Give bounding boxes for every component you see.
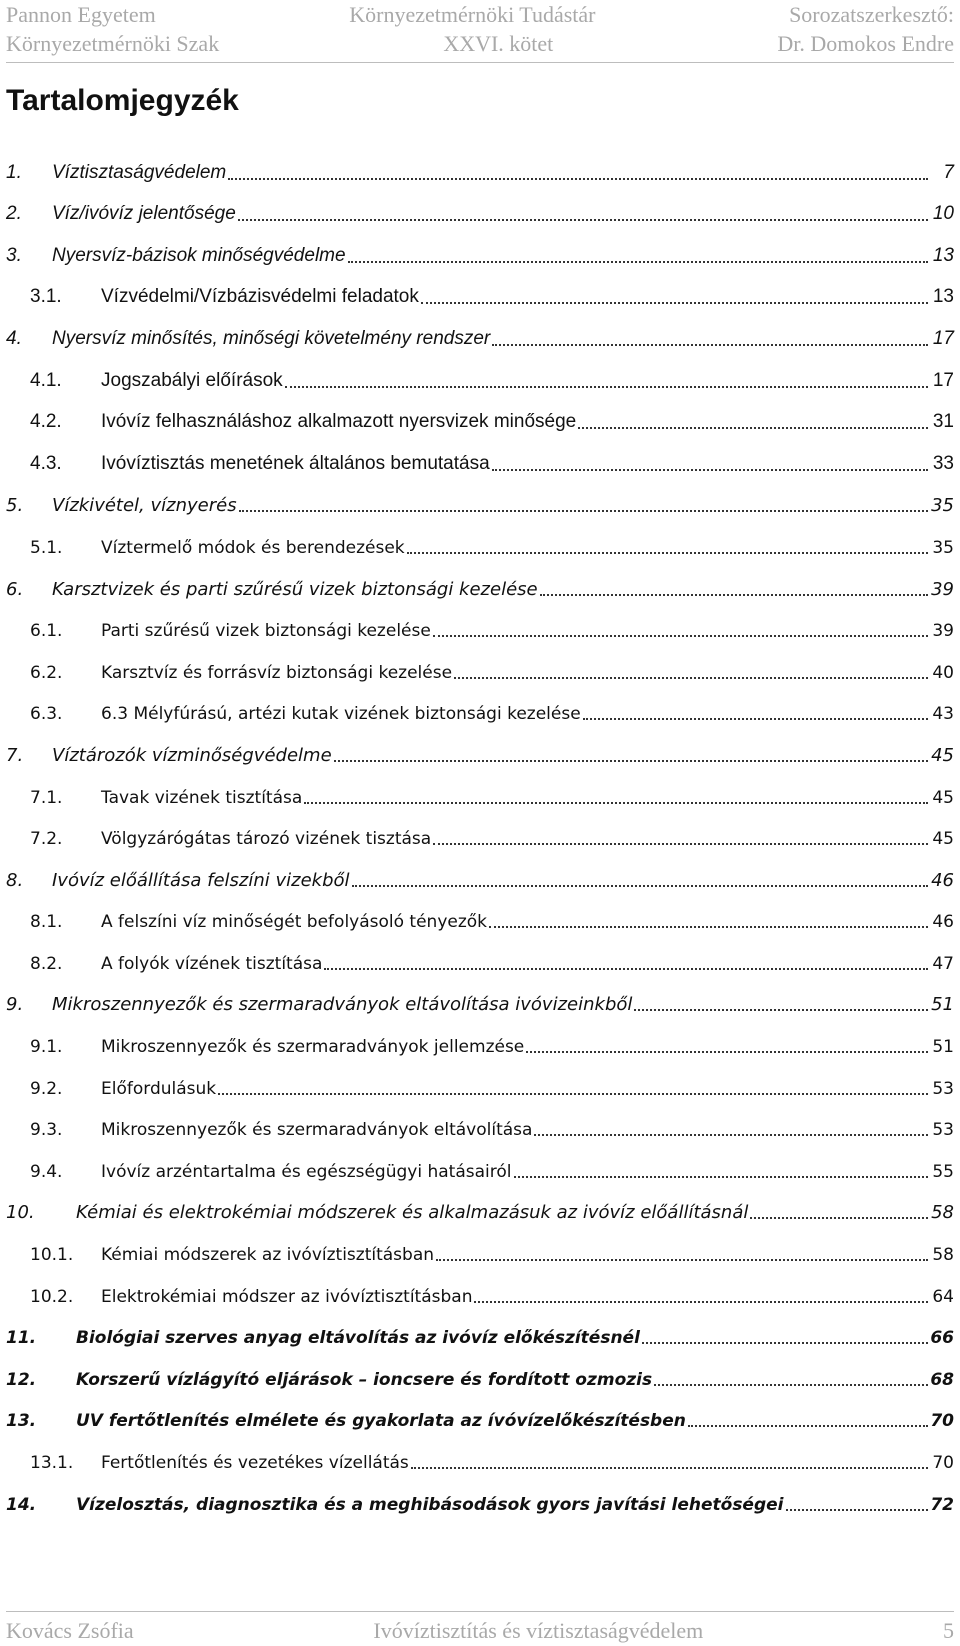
page-footer	[6, 1616, 954, 1646]
toc-entry-page: 46	[931, 869, 954, 891]
toc-entry-number: 6.2.	[30, 662, 63, 683]
dot-leader	[634, 1008, 928, 1011]
toc-entry-title: Ivóvíz előállítása felszíni vizekből	[52, 869, 350, 891]
toc-entry[interactable]	[6, 641, 954, 683]
toc-entry-title: 6.3 Mélyfúrású, artézi kutak vizének biztonsági kezelése	[101, 704, 581, 725]
toc-entry-title: Előfordulásuk	[101, 1078, 217, 1099]
toc-entry[interactable]	[6, 932, 954, 974]
dot-leader	[578, 426, 928, 429]
toc-entry-title: Karsztvizek és parti szűrésű vizek biztonsági kezelése	[52, 578, 538, 600]
toc-entry[interactable]	[6, 433, 954, 475]
dot-leader	[688, 1424, 928, 1427]
toc-entry-number: 4.2.	[30, 411, 62, 433]
toc-entry-title: Ivóvíz felhasználáshoz alkalmazott nyersvizek minősége	[101, 411, 577, 433]
toc-entry[interactable]	[6, 1265, 954, 1307]
toc-entry-page: 39	[931, 578, 954, 600]
toc-entry-page: 7	[943, 161, 954, 183]
toc-entry[interactable]	[6, 1182, 954, 1224]
toc-entry-page: 47	[932, 953, 954, 974]
toc-entry[interactable]	[6, 267, 954, 309]
header-series: Környezetmérnöki Tudástár	[349, 2, 596, 27]
dot-leader	[228, 177, 928, 180]
toc-entry[interactable]	[6, 1348, 954, 1390]
dot-leader	[433, 634, 928, 637]
dot-leader	[489, 925, 928, 928]
toc-entry-number: 10.1.	[30, 1245, 74, 1266]
header-row-1	[6, 0, 954, 29]
toc-entry-number: 9.1.	[30, 1037, 63, 1058]
toc-entry-page: 53	[932, 1120, 954, 1141]
toc-entry-page: 45	[932, 829, 954, 850]
toc-entry[interactable]	[6, 849, 954, 891]
toc-entry-page: 68	[930, 1369, 954, 1390]
dot-leader	[348, 260, 928, 263]
footer-book-title: Ivóvíztisztítás és víztisztaságvédelem	[373, 1618, 704, 1643]
toc-entry-number: 13.	[6, 1411, 37, 1432]
toc-entry[interactable]	[6, 475, 954, 517]
toc-entry-number: 9.4.	[30, 1161, 63, 1182]
toc-entry-page: 10	[932, 203, 954, 225]
toc-entry[interactable]	[6, 600, 954, 642]
toc-entry[interactable]	[6, 1431, 954, 1473]
dot-leader	[492, 343, 928, 346]
toc-entry-page: 40	[932, 662, 954, 683]
toc-entry[interactable]	[6, 1307, 954, 1349]
toc-entry[interactable]	[6, 1390, 954, 1432]
header-divider	[6, 62, 954, 63]
toc-entry-page: 53	[932, 1078, 954, 1099]
footer-divider	[6, 1611, 954, 1612]
toc-entry[interactable]	[6, 350, 954, 392]
toc-entry-title: Mikroszennyezők és szermaradványok eltávolítása	[101, 1120, 533, 1141]
toc-entry-title: Ivóvíz arzéntartalma és egészségügyi hatásairól	[101, 1161, 512, 1182]
header-university: Pannon Egyetem	[6, 2, 156, 27]
toc-entry-title: Biológiai szerves anyag eltávolítás az ivóvíz előkészítésnél	[76, 1328, 640, 1349]
toc-entry-page: 17	[932, 327, 954, 349]
toc-entry-page: 33	[932, 452, 954, 474]
toc-entry[interactable]	[6, 308, 954, 350]
dot-leader	[238, 218, 928, 221]
toc-entry-title: Ivóvíztisztás menetének általános bemutatása	[101, 452, 490, 474]
toc-entry-title: Parti szűrésű vizek biztonsági kezelése	[101, 621, 431, 642]
toc-entry[interactable]	[6, 1015, 954, 1057]
toc-entry-page: 64	[932, 1286, 954, 1307]
toc-entry-title: Víztermelő módok és berendezések	[101, 537, 405, 558]
toc-entry-number: 5.	[6, 495, 24, 517]
toc-entry-number: 6.	[6, 578, 24, 600]
toc-entry[interactable]	[6, 225, 954, 267]
toc-entry[interactable]	[6, 1223, 954, 1265]
table-of-contents	[6, 142, 954, 1515]
toc-entry-title: UV fertőtlenítés elmélete és gyakorlata az ívóvízelőkészítésben	[76, 1411, 686, 1432]
toc-entry-page: 55	[932, 1161, 954, 1182]
toc-entry-title: Völgyzárógátas tározó vizének tisztása	[101, 829, 432, 850]
toc-entry-page: 35	[931, 495, 954, 517]
toc-entry-number: 7.2.	[30, 829, 63, 850]
toc-entry-number: 1.	[6, 161, 22, 183]
toc-entry-title: Tavak vizének tisztítása	[101, 787, 303, 808]
toc-entry[interactable]	[6, 1099, 954, 1141]
dot-leader	[526, 1050, 928, 1053]
toc-entry-title: Karsztvíz és forrásvíz biztonsági kezelése	[101, 662, 453, 683]
dot-leader	[334, 759, 928, 762]
header-editor-name: Dr. Domokos Endre	[777, 31, 954, 56]
toc-entry-number: 9.2.	[30, 1078, 63, 1099]
dot-leader	[411, 1466, 928, 1469]
toc-entry-page: 72	[930, 1494, 954, 1515]
dot-leader	[352, 884, 928, 887]
toc-entry-page: 17	[932, 369, 954, 391]
toc-entry-title: Nyersvíz-bázisok minőségvédelme	[52, 244, 346, 266]
toc-entry-number: 10.2.	[30, 1286, 74, 1307]
toc-entry[interactable]	[6, 683, 954, 725]
toc-entry-title: Jogszabályi előírások	[101, 369, 283, 391]
dot-leader	[750, 1216, 928, 1219]
toc-entry-page: 51	[931, 994, 954, 1016]
footer-page-number: 5	[943, 1618, 954, 1643]
toc-entry[interactable]	[6, 142, 954, 184]
dot-leader	[436, 1258, 928, 1261]
toc-entry-title: Mikroszennyezők és szermaradványok eltávolítása ivóvizeinkből	[52, 994, 633, 1016]
toc-entry-number: 13.1.	[30, 1453, 74, 1473]
toc-entry-title: Kémiai és elektrokémiai módszerek és alkalmazásuk az ivóvíz előállításnál	[76, 1202, 749, 1224]
footer-author: Kovács Zsófia	[6, 1618, 134, 1643]
toc-entry-page: 70	[932, 1453, 954, 1473]
toc-entry[interactable]	[6, 974, 954, 1016]
page-title: Tartalomjegyzék	[6, 84, 239, 117]
dot-leader	[514, 1175, 929, 1178]
toc-entry-page: 58	[931, 1202, 954, 1224]
header-faculty: Környezetmérnöki Szak	[6, 31, 220, 56]
dot-leader	[540, 593, 928, 596]
toc-entry-title: Vízvédelmi/Vízbázisvédelmi feladatok	[101, 286, 419, 308]
toc-entry-title: Víztisztaságvédelem	[52, 161, 227, 183]
toc-entry-title: Korszerű vízlágyító eljárások – ioncsere és fordított ozmozis	[76, 1369, 653, 1390]
toc-entry-title: A folyók vízének tisztítása	[101, 953, 323, 974]
dot-leader	[433, 842, 928, 845]
toc-entry-number: 3.1.	[30, 286, 62, 308]
toc-entry[interactable]	[6, 766, 954, 808]
toc-entry-title: Víztározók vízminőségvédelme	[52, 744, 332, 766]
toc-entry-page: 13	[932, 286, 954, 308]
header-row-2	[6, 29, 954, 58]
toc-entry-page: 66	[930, 1328, 954, 1349]
toc-entry-number: 8.1.	[30, 912, 63, 933]
toc-entry-title: Elektrokémiai módszer az ivóvíztisztításban	[101, 1286, 473, 1307]
toc-entry-title: Víz/ivóvíz jelentősége	[52, 203, 236, 225]
toc-entry-title: Nyersvíz minősítés, minőségi követelmény rendszer	[52, 327, 491, 349]
dot-leader	[285, 385, 928, 388]
toc-entry-number: 2.	[6, 203, 22, 225]
toc-entry[interactable]	[6, 1473, 954, 1515]
toc-entry[interactable]	[6, 808, 954, 850]
toc-entry-number: 6.1.	[30, 621, 63, 642]
toc-entry-number: 5.1.	[30, 537, 63, 558]
toc-entry-number: 4.3.	[30, 452, 62, 474]
toc-entry-page: 35	[932, 537, 954, 558]
header-editor-label: Sorozatszerkesztő:	[789, 2, 954, 27]
toc-entry[interactable]	[6, 891, 954, 933]
toc-entry-page: 45	[932, 787, 954, 808]
toc-entry-page: 39	[932, 621, 954, 642]
dot-leader	[474, 1300, 928, 1303]
dot-leader	[642, 1341, 928, 1344]
dot-leader	[534, 1133, 928, 1136]
toc-entry[interactable]	[6, 558, 954, 600]
toc-entry-number: 14.	[6, 1494, 37, 1515]
toc-entry-page: 45	[931, 744, 954, 766]
toc-entry-page: 58	[932, 1245, 954, 1266]
toc-entry-title: Kémiai módszerek az ivóvíztisztításban	[101, 1245, 435, 1266]
dot-leader	[304, 801, 928, 804]
toc-entry-title: Fertőtlenítés és vezetékes vízellátás	[101, 1453, 409, 1473]
toc-entry-page: 51	[932, 1037, 954, 1058]
toc-entry-title: A felszíni víz minőségét befolyásoló tényezők	[101, 912, 488, 933]
toc-entry-title: Mikroszennyezők és szermaradványok jellemzése	[101, 1037, 525, 1058]
dot-leader	[454, 676, 928, 679]
toc-entry-number: 8.	[6, 869, 24, 891]
toc-entry-number: 4.1.	[30, 369, 62, 391]
dot-leader	[324, 967, 928, 970]
toc-entry[interactable]	[6, 724, 954, 766]
toc-entry-page: 43	[932, 704, 954, 725]
toc-entry-number: 6.3.	[30, 704, 63, 725]
dot-leader	[786, 1508, 929, 1511]
footer-row	[6, 1616, 954, 1646]
dot-leader	[492, 468, 928, 471]
dot-leader	[421, 301, 928, 304]
toc-entry-title: Vízelosztás, diagnosztika és a meghibásodások gyors javítási lehetőségei	[76, 1494, 784, 1515]
toc-entry-number: 10.	[6, 1202, 35, 1224]
toc-entry-number: 12.	[6, 1369, 37, 1390]
dot-leader	[218, 1092, 928, 1095]
toc-entry[interactable]	[6, 184, 954, 226]
toc-entry-page: 70	[930, 1411, 954, 1432]
toc-entry-number: 3.	[6, 244, 22, 266]
toc-entry-page: 31	[932, 411, 954, 433]
toc-entry[interactable]	[6, 516, 954, 558]
toc-entry-number: 7.	[6, 744, 24, 766]
toc-entry-number: 11.	[6, 1328, 37, 1349]
toc-entry-title: Vízkivétel, víznyerés	[52, 495, 237, 517]
toc-entry-number: 9.3.	[30, 1120, 63, 1141]
page-header	[6, 0, 954, 58]
toc-entry[interactable]	[6, 1140, 954, 1182]
toc-entry-number: 7.1.	[30, 787, 63, 808]
dot-leader	[583, 717, 928, 720]
dot-leader	[239, 509, 928, 512]
dot-leader	[654, 1383, 928, 1386]
toc-entry-number: 4.	[6, 327, 22, 349]
toc-entry[interactable]	[6, 1057, 954, 1099]
toc-entry[interactable]	[6, 392, 954, 434]
toc-entry-number: 8.2.	[30, 953, 63, 974]
toc-entry-page: 13	[932, 244, 954, 266]
dot-leader	[407, 551, 928, 554]
header-volume: XXVI. kötet	[443, 31, 554, 56]
toc-entry-number: 9.	[6, 994, 24, 1016]
toc-entry-page: 46	[932, 912, 954, 933]
